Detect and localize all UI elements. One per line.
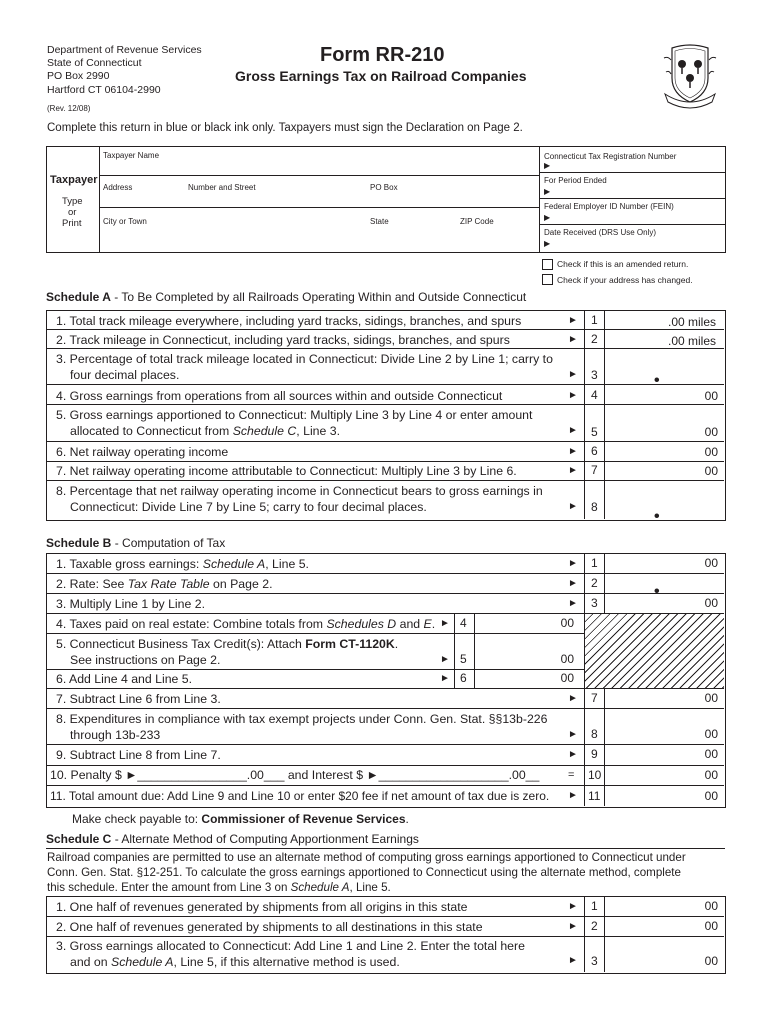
line-number: 6 (460, 671, 467, 685)
line-number: 3 (591, 596, 598, 610)
arrow-icon: ► (568, 749, 578, 760)
cents: 00 (704, 789, 718, 803)
cents: 00 (560, 616, 574, 630)
schedule-b-line-9: 9. Subtract Line 8 from Line 7. (56, 748, 221, 762)
date-received-label: Date Received (DRS Use Only) (544, 228, 657, 237)
address-changed-checkbox[interactable] (542, 274, 553, 285)
city-label: City or Town (103, 217, 147, 226)
cents: 00 (704, 556, 718, 570)
agency-line: State of Connecticut (47, 57, 142, 69)
ct-tax-reg-field[interactable] (555, 160, 723, 171)
taxpayer-side-title: Taxpayer (50, 174, 98, 186)
cents: 00 (704, 445, 718, 459)
arrow-icon: ► (568, 790, 578, 801)
schedule-a-title: Schedule A - To Be Completed by all Railroads Operating Within and Outside Connecticut (46, 290, 527, 304)
schedule-c-line-2: 2. One half of revenues generated by shipments to all destinations in this state (56, 920, 483, 934)
line-number: 9 (591, 747, 598, 761)
schedule-b-line-3: 3. Multiply Line 1 by Line 2. (56, 597, 206, 611)
schedule-a-line-4: 4. Gross earnings from operations from all sources within and outside Connecticut (56, 389, 503, 403)
amended-return-checkbox[interactable] (542, 259, 553, 270)
schedule-c-paragraph: this schedule. Enter the amount from Line 3 on Schedule A, Line 5. (47, 881, 391, 894)
equals-sign: = (568, 769, 575, 781)
line-number: 6 (591, 444, 598, 458)
schedule-a-line-3: 3. Percentage of total track mileage located in Connecticut: Divide Line 2 by Line 1; carry to (56, 352, 553, 366)
arrow-icon: ► (568, 315, 578, 326)
address-label: Address (103, 183, 133, 192)
line-number: 7 (591, 691, 598, 705)
line-number: 2 (591, 332, 598, 346)
line-number: 1 (591, 899, 598, 913)
schedule-b-line-5-cont: See instructions on Page 2. (70, 653, 221, 667)
miles-unit: .00 miles (668, 315, 717, 329)
schedule-a-line-6: 6. Net railway operating income (56, 445, 229, 459)
fein-field[interactable] (555, 212, 723, 223)
decimal-point: • (654, 508, 660, 525)
cents: 00 (704, 919, 718, 933)
revision-date: (Rev. 12/08) (47, 104, 91, 113)
taxpayer-name-label: Taxpayer Name (103, 151, 160, 160)
po-box-label: PO Box (370, 183, 398, 192)
arrow-icon: ► (568, 955, 578, 966)
line-number: 5 (591, 425, 598, 439)
period-ended-field[interactable] (555, 186, 723, 197)
schedule-c-line-1: 1. One half of revenues generated by shipments from all origins in this state (56, 900, 468, 914)
penalty-field[interactable] (146, 767, 294, 783)
schedule-b-line-2: 2. Rate: See Tax Rate Table on Page 2. (56, 577, 273, 591)
schedule-c-line-3-cont: and on Schedule A, Line 5, if this alternative method is used. (70, 955, 400, 969)
line-number: 2 (591, 919, 598, 933)
schedule-a-line-1: 1. Total track mileage everywhere, including yard tracks, sidings, branches, and spurs (56, 314, 522, 328)
arrow-icon: ▶ (544, 213, 551, 222)
arrow-icon: ► (568, 425, 578, 436)
schedule-c-title: Schedule C - Alternate Method of Computing Apportionment Earnings (46, 832, 419, 846)
decimal-point: • (654, 583, 660, 600)
schedule-b-line-11: 11. Total amount due: Add Line 9 and Line 10 or enter $20 fee if net amount of tax due is zero. (50, 789, 550, 803)
arrow-icon: ► (568, 693, 578, 704)
arrow-icon: ► (568, 390, 578, 401)
schedule-a-line-5-cont: allocated to Connecticut from Schedule C, Line 3. (70, 424, 341, 438)
hatched-area (585, 614, 724, 688)
line-number: 10 (588, 768, 602, 782)
schedule-b-amount-2[interactable] (605, 574, 723, 593)
schedule-a-amount-8[interactable] (605, 481, 723, 519)
schedule-a-line-8-cont: Connecticut: Divide Line 7 by Line 5; carry to four decimal places. (70, 500, 427, 514)
cents: 00 (704, 425, 718, 439)
zip-label: ZIP Code (460, 217, 494, 226)
schedule-b-title: Schedule B - Computation of Tax (46, 536, 226, 550)
schedule-b-line-6: 6. Add Line 4 and Line 5. (56, 672, 193, 686)
line-number: 3 (591, 368, 598, 382)
arrow-icon: ► (568, 901, 578, 912)
period-ended-label: For Period Ended (544, 176, 607, 185)
taxpayer-name-field[interactable] (100, 160, 538, 174)
payable-to-note: Make check payable to: Commissioner of Revenue Services. (72, 812, 409, 826)
arrow-icon: ► (568, 598, 578, 609)
arrow-icon: ► (440, 654, 450, 665)
form-subtitle: Gross Earnings Tax on Railroad Companies (235, 68, 527, 84)
ct-tax-reg-label: Connecticut Tax Registration Number (544, 152, 677, 161)
schedule-a-line-3-cont: four decimal places. (70, 368, 180, 382)
or-label: or (68, 207, 77, 218)
arrow-icon: ► (568, 921, 578, 932)
address-field[interactable] (100, 192, 538, 206)
amended-return-label: Check if this is an amended return. (557, 259, 689, 269)
schedule-b-line-5: 5. Connecticut Business Tax Credit(s): Attach Form CT-1120K. (56, 637, 399, 651)
arrow-icon: ► (568, 465, 578, 476)
schedule-a-line-2: 2. Track mileage in Connecticut, including yard tracks, sidings, branches, and spurs (56, 333, 510, 347)
line-number: 4 (591, 388, 598, 402)
schedule-c-paragraph: Conn. Gen. Stat. §12-251. To calculate the gross earnings apportioned to Connecticut using the alternate method, complete (47, 866, 681, 879)
line-number: 8 (591, 500, 598, 514)
arrow-icon: ► (568, 446, 578, 457)
cents: 00 (704, 954, 718, 968)
arrow-icon: ▶ (544, 161, 551, 170)
fein-label: Federal Employer ID Number (FEIN) (544, 202, 674, 211)
type-label: Type (62, 196, 83, 207)
cents: 00 (704, 691, 718, 705)
connecticut-seal-icon (662, 44, 718, 110)
cents: 00 (704, 899, 718, 913)
address-changed-label: Check if your address has changed. (557, 275, 693, 285)
arrow-icon: ► (440, 618, 450, 629)
schedule-a-line-8: 8. Percentage that net railway operating income in Connecticut bears to gross earnings in (56, 484, 543, 498)
arrow-icon: ► (568, 729, 578, 740)
miles-unit: .00 miles (668, 334, 717, 348)
line-number: 5 (460, 652, 467, 666)
schedule-a-line-5: 5. Gross earnings apportioned to Connecticut: Multiply Line 3 by Line 4 or enter amount (56, 408, 533, 422)
arrow-icon: ► (568, 369, 578, 380)
cents: 00 (704, 747, 718, 761)
schedule-c-line-3: 3. Gross earnings allocated to Connecticut: Add Line 1 and Line 2. Enter the total here (56, 939, 525, 953)
decimal-point: • (654, 372, 660, 389)
cents: 00 (704, 464, 718, 478)
cents: 00 (704, 389, 718, 403)
line-number: 11 (588, 789, 601, 803)
line-number: 3 (591, 954, 598, 968)
schedule-b-line-8: 8. Expenditures in compliance with tax exempt projects under Conn. Gen. Stat. §§13b-226 (56, 712, 548, 726)
schedule-c-paragraph: Railroad companies are permitted to use an alternate method of computing gross earnings apportioned to Connecticut under (47, 851, 686, 864)
arrow-icon: ► (568, 501, 578, 512)
arrow-icon: ▶ (544, 239, 551, 248)
print-label: Print (62, 218, 82, 229)
schedule-b-line-8-cont: through 13b-233 (70, 728, 161, 742)
agency-line: Hartford CT 06104-2990 (47, 84, 161, 96)
arrow-icon: ► (440, 673, 450, 684)
line-number: 2 (591, 576, 598, 590)
line-number: 1 (591, 556, 598, 570)
schedule-a-line-7: 7. Net railway operating income attributable to Connecticut: Multiply Line 3 by Line 6. (56, 464, 517, 478)
cents: 00 (704, 768, 718, 782)
schedule-a-amount-3[interactable] (605, 349, 723, 389)
cents: 00 (704, 727, 718, 741)
ink-instruction: Complete this return in blue or black ink only. Taxpayers must sign the Declaration on Page 2. (47, 122, 523, 134)
agency-line: Department of Revenue Services (47, 44, 202, 56)
interest-field[interactable] (386, 767, 546, 783)
schedule-b-line-10: 10. Penalty $ ►________________.00___ and Interest $ ►___________________.00__ (50, 768, 540, 782)
arrow-icon: ▶ (544, 187, 551, 196)
arrow-icon: ► (568, 558, 578, 569)
line-number: 8 (591, 727, 598, 741)
cents: 00 (560, 671, 574, 685)
schedule-b-line-4: 4. Taxes paid on real estate: Combine totals from Schedules D and E. (56, 617, 436, 631)
line-number: 7 (591, 463, 598, 477)
agency-line: PO Box 2990 (47, 70, 110, 82)
arrow-icon: ► (568, 578, 578, 589)
line-number: 1 (591, 313, 598, 327)
schedule-b-line-7: 7. Subtract Line 6 from Line 3. (56, 692, 221, 706)
state-label: State (370, 217, 389, 226)
form-title: Form RR-210 (320, 44, 445, 66)
number-street-label: Number and Street (188, 183, 256, 192)
line-number: 4 (460, 616, 467, 630)
cents: 00 (560, 652, 574, 666)
city-state-zip-field[interactable] (100, 228, 538, 250)
arrow-icon: ► (568, 334, 578, 345)
cents: 00 (704, 596, 718, 610)
schedule-b-line-1: 1. Taxable gross earnings: Schedule A, Line 5. (56, 557, 309, 571)
